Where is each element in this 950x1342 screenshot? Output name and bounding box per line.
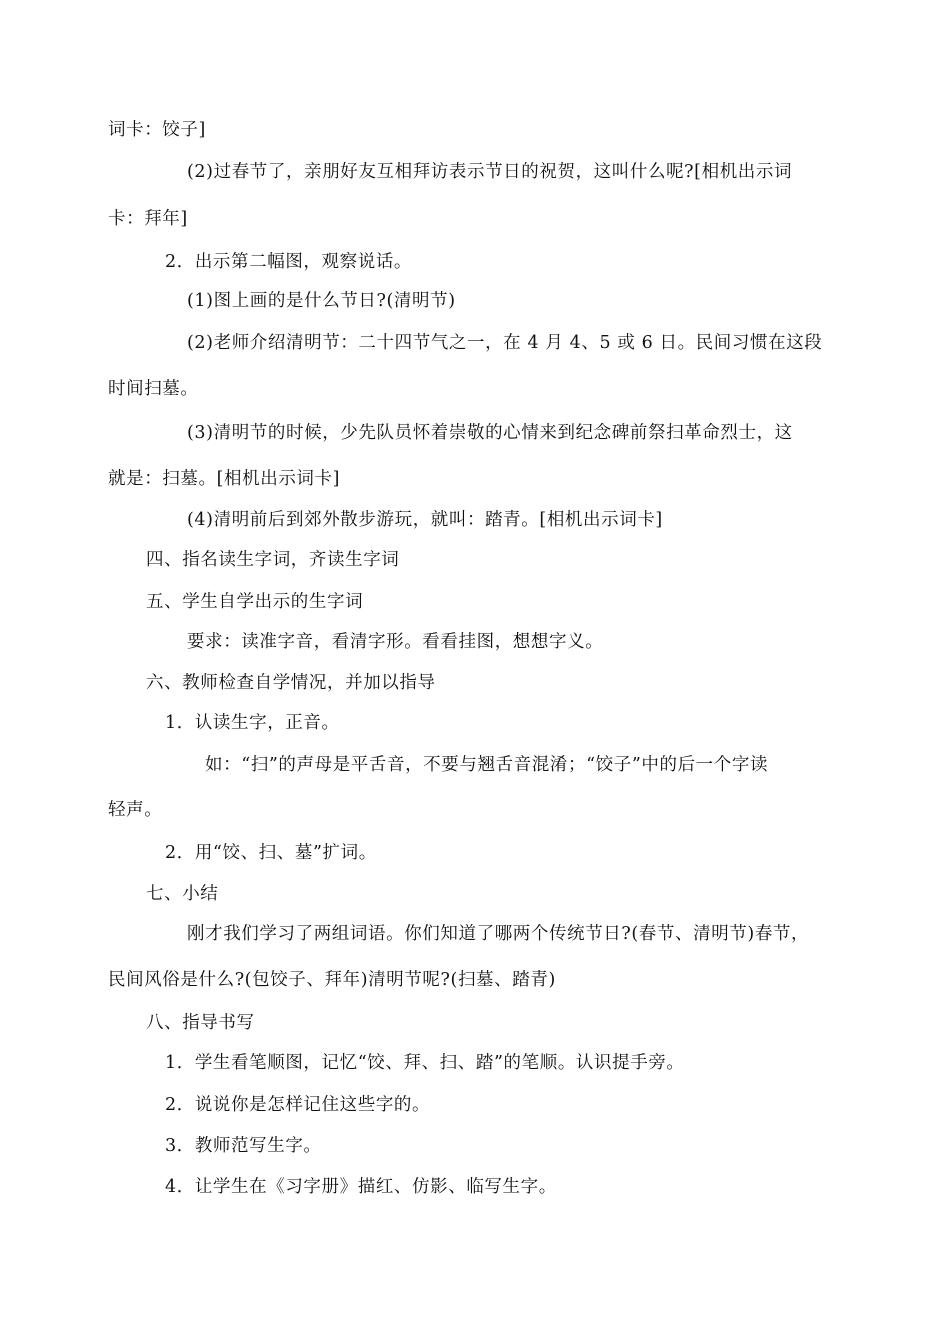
text-line: 时间扫墓。 <box>108 379 199 399</box>
text-line: 2．说说你是怎样记住这些字的。 <box>165 1095 431 1115</box>
text-line: (1)图上画的是什么节日?(清明节) <box>187 291 456 311</box>
section-heading: 八、指导书写 <box>146 1013 255 1033</box>
text-line: 民间风俗是什么?(包饺子、拜年)清明节呢?(扫墓、踏青) <box>108 970 556 990</box>
text-line: 1．学生看笔顺图，记忆“饺、拜、扫、踏”的笔顺。认识提手旁。 <box>165 1053 685 1073</box>
text-line: 就是：扫墓。[相机出示词卡] <box>108 469 341 489</box>
section-heading: 六、教师检查自学情况，并加以指导 <box>146 673 436 693</box>
text-line: 刚才我们学习了两组词语。你们知道了哪两个传统节日?(春节、清明节)春节， <box>187 924 810 944</box>
section-heading: 七、小结 <box>146 884 219 904</box>
text-line: (2)老师介绍清明节：二十四节气之一，在 4 月 4、5 或 6 日。民间习惯在这段 <box>187 333 823 353</box>
section-heading: 五、学生自学出示的生字词 <box>146 592 364 612</box>
text-line: (3)清明节的时候，少先队员怀着崇敬的心情来到纪念碑前祭扫革命烈士，这 <box>187 423 793 443</box>
text-line: 2．出示第二幅图，观察说话。 <box>165 252 413 272</box>
text-line: 1．认读生字，正音。 <box>165 713 340 733</box>
text-line: 4．让学生在《习字册》描红、仿影、临写生字。 <box>165 1177 557 1197</box>
text-line: (4)清明前后到郊外散步游玩，就叫：踏青。[相机出示词卡] <box>187 510 663 530</box>
text-line: 2．用“饺、扫、墓”扩词。 <box>165 843 377 863</box>
text-line: 词卡：饺子] <box>108 120 206 140</box>
section-heading: 四、指名读生字词，齐读生字词 <box>146 550 400 570</box>
text-line: (2)过春节了，亲朋好友互相拜访表示节日的祝贺，这叫什么呢?[相机出示词 <box>187 162 793 182</box>
text-line: 轻声。 <box>108 800 163 820</box>
text-line: 要求：读准字音，看清字形。看看挂图，想想字义。 <box>187 632 604 652</box>
text-line: 如：“扫”的声母是平舌音，不要与翘舌音混淆；“饺子”中的后一个字读 <box>205 755 769 775</box>
text-line: 3．教师范写生字。 <box>165 1136 322 1156</box>
text-line: 卡：拜年] <box>108 209 188 229</box>
